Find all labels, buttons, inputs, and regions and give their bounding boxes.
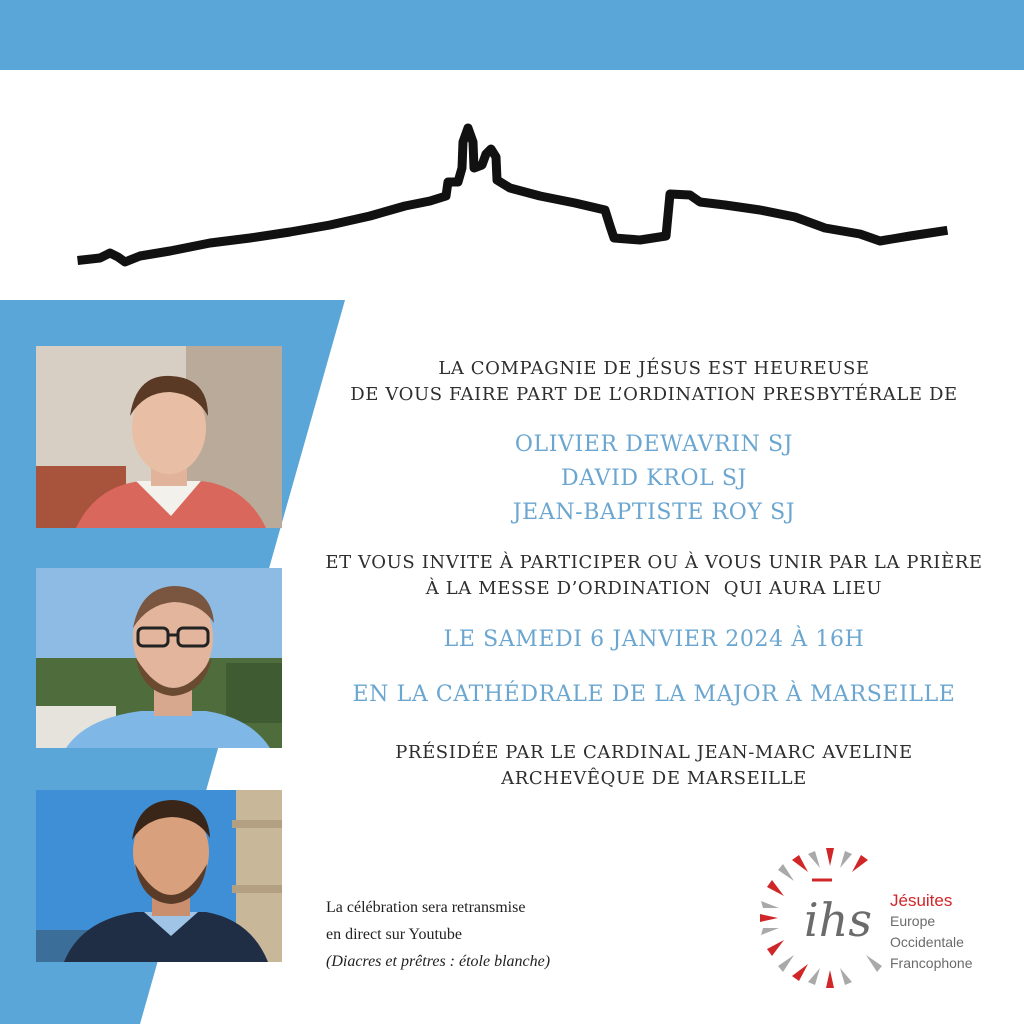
ordinand-name: DAVID KROL SJ xyxy=(561,466,747,491)
broadcast-line-2: en direct sur Youtube xyxy=(326,926,462,943)
presided-by xyxy=(300,740,1008,792)
photo-jean-baptiste-roy xyxy=(36,790,282,962)
invite-text xyxy=(300,550,1008,602)
logo-line-2: Europe xyxy=(890,913,936,929)
invite-line-2: À LA MESSE D’ORDINATION QUI AURA LIEU xyxy=(425,578,883,599)
invite-line-1: ET VOUS INVITE À PARTICIPER OU À VOUS UNIR PAR LA PRIÈRE xyxy=(325,552,983,573)
dress-code-note: (Diacres et prêtres : étole blanche) xyxy=(326,953,551,970)
ordinand-name: OLIVIER DEWAVRIN SJ xyxy=(514,432,794,457)
top-band xyxy=(0,0,1024,70)
broadcast-line-1: La célébration sera retransmise xyxy=(326,899,526,916)
broadcast-note xyxy=(326,894,656,975)
marseille-skyline-silhouette xyxy=(0,110,1024,290)
logo-line-3: Occidentale xyxy=(890,934,964,950)
ihs-monogram: ihs xyxy=(804,893,872,947)
photo-david-krol xyxy=(36,568,282,748)
event-place: EN LA CATHÉDRALE DE LA MAJOR À MARSEILLE xyxy=(352,682,956,707)
ordinand-name: JEAN-BAPTISTE ROY SJ xyxy=(512,500,796,525)
logo-wordmark xyxy=(890,890,973,974)
event-date: LE SAMEDI 6 JANVIER 2024 À 16H xyxy=(443,627,865,652)
intro-line-2: DE VOUS FAIRE PART DE L’ORDINATION PRESBYTÉRALE DE xyxy=(350,384,958,405)
presided-line-1: PRÉSIDÉE PAR LE CARDINAL JEAN-MARC AVELINE xyxy=(395,742,913,763)
photo-olivier-dewavrin xyxy=(36,346,282,528)
logo-line-4: Francophone xyxy=(890,955,973,971)
presided-line-2: ARCHEVÊQUE DE MARSEILLE xyxy=(501,768,807,789)
ordinands-list xyxy=(300,428,1008,530)
intro-line-1: LA COMPAGNIE DE JÉSUS EST HEUREUSE xyxy=(438,358,870,379)
intro-text xyxy=(300,356,1008,408)
logo-line-1: Jésuites xyxy=(890,891,953,910)
